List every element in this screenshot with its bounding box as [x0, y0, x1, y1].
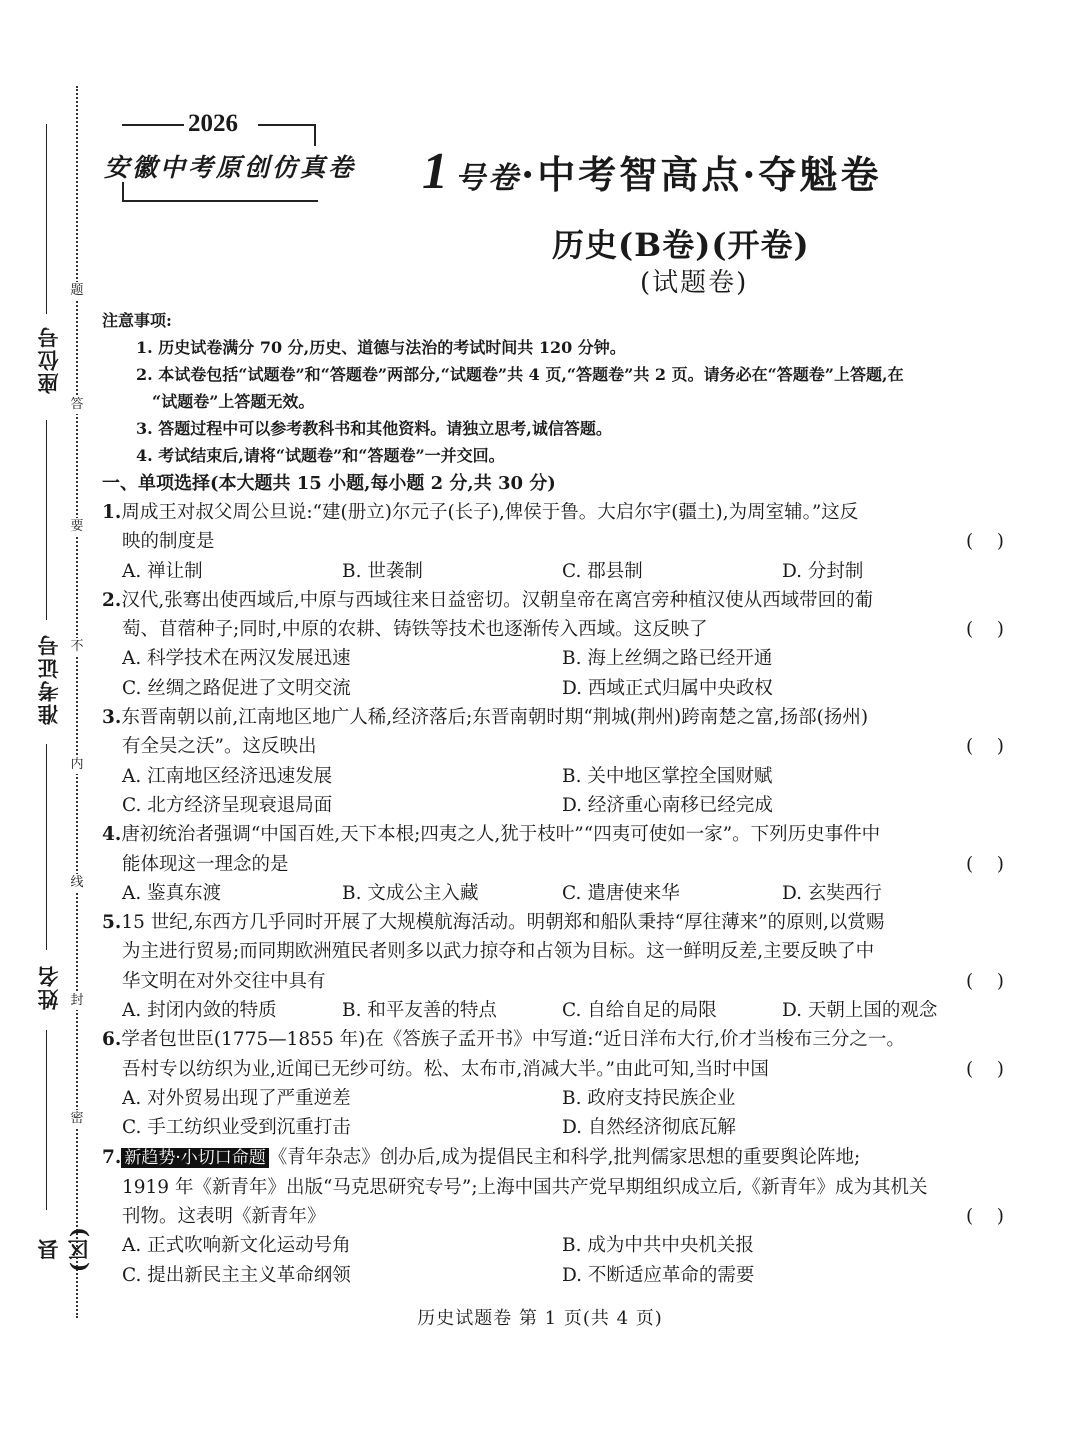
question-text: 学者包世臣(1775—1855 年)在《答族子孟开书》中写道:“近日洋布大行,价才当梭布三分之一。 [121, 1029, 905, 1051]
answer-paren: ( ) [966, 1206, 1004, 1228]
option-d: D. 分封制 [782, 560, 864, 582]
question-3: 3.东晋南朝以前,江南地区地广人稀,经济落后;东晋南朝时期“荆城(荆州)跨南楚之富,扬部(扬州) [102, 707, 869, 729]
question-text: 能体现这一理念的是 [122, 853, 289, 875]
seat-number-rule [46, 124, 47, 314]
paper-type: (试题卷) [640, 268, 749, 298]
question-text: 周成王对叔父周公旦说:“建(册立)尔元子(长子),俾侯于鲁。大启尔宇(疆土),为周室辅。”这反 [121, 502, 859, 523]
notice-item: 3. 答题过程中可以参考教科书和其他资料。请独立思考,诚信答题。 [136, 419, 612, 438]
question-2-cont [102, 615, 1002, 644]
binding-char: 线 [70, 875, 84, 890]
options-4 [102, 879, 1002, 908]
question-text: 映的制度是 [122, 531, 215, 553]
options-3a [102, 762, 1002, 791]
question-text: 汉代,张骞出使西域后,中原与西域往来日益密切。汉朝皇帝在离宫旁种植汉使从西域带回的葡 [121, 589, 874, 611]
question-text: 唐初统治者强调“中国百姓,天下本根;四夷之人,犹于枝叶”“四夷可使如一家”。下列历史事件中 [121, 824, 881, 846]
question-4-cont [102, 850, 1002, 879]
binding-char: 内 [70, 757, 84, 772]
exam-year: 2026 [188, 110, 238, 137]
option-c: C. 北方经济呈现衰退局面 [122, 794, 333, 816]
options-5 [102, 996, 1002, 1025]
option-b: B. 文成公主入藏 [342, 882, 479, 904]
question-7-cont [102, 1202, 1002, 1231]
name-rule [46, 744, 47, 950]
binding-dotted-line [76, 86, 78, 1318]
brand-small-text: 号卷 [455, 161, 521, 196]
question-text: 《青年杂志》创办后,成为提倡民主和科学,批判儒家思想的重要舆论阵地; [268, 1146, 861, 1168]
brand-number: 1 [422, 143, 451, 200]
binding-char: 不 [70, 639, 84, 654]
question-text: 吾村专以纺织为业,近闻已无纱可纺。松、太布市,消减大半。”由此可知,当时中国 [122, 1058, 769, 1080]
option-b: B. 和平友善的特点 [342, 1000, 497, 1022]
answer-paren: ( ) [966, 531, 1004, 553]
county-rule [46, 1030, 47, 1210]
question-5: 5.15 世纪,东西方几乎同时开展了大规模航海活动。明朝郑和船队秉持“厚往薄来”的原则,以赏赐 [102, 912, 885, 934]
notice-item: 2. 本试卷包括“试题卷”和“答题卷”两部分,“试题卷”共 4 页,“答题卷”共 2 页。请务必在“答题卷”上答题,在 [136, 365, 904, 384]
option-b: B. 关中地区掌控全国财赋 [562, 765, 773, 787]
page-footer: 历史试题卷 第 1 页(共 4 页) [417, 1308, 663, 1329]
brand-main-text: ·中考智高点·夺魁卷 [521, 152, 882, 197]
answer-paren: ( ) [966, 970, 1004, 992]
option-c: C. 遣唐使来华 [562, 882, 680, 904]
options-7b [102, 1261, 1002, 1290]
question-text: 为主进行贸易;而同期欧洲殖民者则多以武力掠夺和占领为目标。这一鲜明反差,主要反映了中 [122, 941, 875, 963]
subject-title: 历史(B卷)(开卷) [552, 226, 810, 264]
option-c: C. 手工纺织业受到沉重打击 [122, 1117, 351, 1139]
option-d: D. 经济重心南移已经完成 [562, 794, 773, 816]
question-2: 2.汉代,张骞出使西域后,中原与西域往来日益密切。汉朝皇帝在离宫旁种植汉使从西域带回的葡 [102, 589, 874, 611]
option-a: A. 对外贸易出现了严重逆差 [122, 1087, 351, 1109]
question-4: 4.唐初统治者强调“中国百姓,天下本根;四夷之人,犹于枝叶”“四夷可使如一家”。下列历史事件中 [102, 824, 881, 846]
option-b: B. 世袭制 [342, 560, 423, 582]
question-text: 萄、苜蓿种子;同时,中原的农耕、铸铁等技术也逐渐传入西域。这反映了 [122, 619, 708, 641]
binding-char: 答 [70, 397, 84, 412]
question-text: 华文明在对外交往中具有 [122, 970, 326, 992]
option-b: B. 政府支持民族企业 [562, 1087, 736, 1109]
options-7a [102, 1231, 1002, 1260]
notice-item: 1. 历史试卷满分 70 分,历史、道德与法治的考试时间共 120 分钟。 [136, 338, 626, 357]
question-7: 7. 新趋势·小切口命题 《青年杂志》创办后,成为提倡民主和科学,批判儒家思想的重要舆论阵地; [102, 1146, 861, 1168]
name-label: 姓名 [36, 964, 61, 1010]
option-a: A. 禅让制 [122, 560, 203, 582]
series-title: 安徽中考原创仿真卷 [104, 153, 357, 182]
question-1-cont [102, 527, 1002, 556]
exam-content [102, 310, 1002, 1290]
option-c: C. 提出新民主主义革命纲领 [122, 1264, 351, 1286]
binding-char: 要 [70, 519, 84, 534]
question-3-cont [102, 732, 1002, 761]
series-rule [122, 200, 318, 202]
exam-id-label: 准考证号 [36, 633, 61, 725]
options-6b [102, 1113, 1002, 1142]
question-1: 1.周成王对叔父周公旦说:“建(册立)尔元子(长子),俾侯于鲁。大启尔宇(疆土),为周室辅。”这反 [102, 502, 859, 523]
question-text: 东晋南朝以前,江南地区地广人稀,经济落后;东晋南朝时期“荆城(荆州)跨南楚之富,扬部(扬州) [121, 707, 869, 729]
seat-number-label: 座位号 [36, 325, 61, 395]
answer-paren: ( ) [966, 1058, 1004, 1080]
option-c: C. 自给自足的局限 [562, 1000, 717, 1022]
year-banner [122, 110, 322, 140]
options-1 [102, 557, 1002, 586]
option-d: D. 自然经济彻底瓦解 [562, 1117, 736, 1139]
options-2a [102, 644, 1002, 673]
question-6-cont [102, 1055, 1002, 1084]
options-3b [102, 791, 1002, 820]
exam-id-rule [46, 420, 47, 620]
binding-char: 密 [70, 1111, 84, 1126]
option-a: A. 科学技术在两汉发展迅速 [122, 648, 351, 670]
trend-tag: 新趋势·小切口命题 [121, 1148, 268, 1168]
option-c: C. 丝绸之路促进了文明交流 [122, 677, 351, 699]
notice-item-continuation: “试题卷”上答题无效。 [152, 392, 315, 411]
option-d: D. 玄奘西行 [782, 882, 882, 904]
option-a: A. 正式吹响新文化运动号角 [122, 1235, 351, 1257]
option-b: B. 海上丝绸之路已经开通 [562, 648, 773, 670]
answer-paren: ( ) [966, 619, 1004, 641]
notice-title: 注意事项: [102, 311, 172, 330]
options-6a [102, 1084, 1002, 1113]
option-d: D. 天朝上国的观念 [782, 1000, 938, 1022]
question-6: 6.学者包世臣(1775—1855 年)在《答族子孟开书》中写道:“近日洋布大行,价才当梭布三分之一。 [102, 1029, 905, 1051]
question-text: 1919 年《新青年》出版“马克思研究专号”;上海中国共产党早期组织成立后,《新青年》成为其机关 [122, 1176, 928, 1198]
question-5-cont [102, 937, 1002, 966]
option-d: D. 西域正式归属中央政权 [562, 677, 773, 699]
option-a: A. 江南地区经济迅速发展 [122, 765, 333, 787]
option-a: A. 封闭内敛的特质 [122, 1000, 277, 1022]
answer-paren: ( ) [966, 736, 1004, 758]
options-2b [102, 674, 1002, 703]
question-text: 刊物。这表明《新青年》 [122, 1206, 326, 1228]
brand-title [422, 142, 881, 201]
binding-char: 题 [70, 283, 84, 298]
question-7-cont [102, 1173, 1002, 1202]
question-5-cont [102, 967, 1002, 996]
answer-paren: ( ) [966, 853, 1004, 875]
section-heading: 一、单项选择(本大题共 15 小题,每小题 2 分,共 30 分) [102, 473, 556, 494]
option-d: D. 不断适应革命的需要 [562, 1264, 755, 1286]
question-text: 有全吴之沃”。这反映出 [122, 736, 317, 758]
question-text: 15 世纪,东西方几乎同时开展了大规模航海活动。明朝郑和船队秉持“厚往薄来”的原则,以赏赐 [121, 912, 885, 934]
option-c: C. 郡县制 [562, 560, 643, 582]
notice-item: 4. 考试结束后,请将“试题卷”和“答题卷”一并交回。 [136, 446, 505, 465]
binding-char: 封 [70, 993, 84, 1008]
option-a: A. 鉴真东渡 [122, 882, 222, 904]
county-label: 县(区) [36, 1225, 91, 1273]
option-b: B. 成为中共中央机关报 [562, 1235, 754, 1257]
